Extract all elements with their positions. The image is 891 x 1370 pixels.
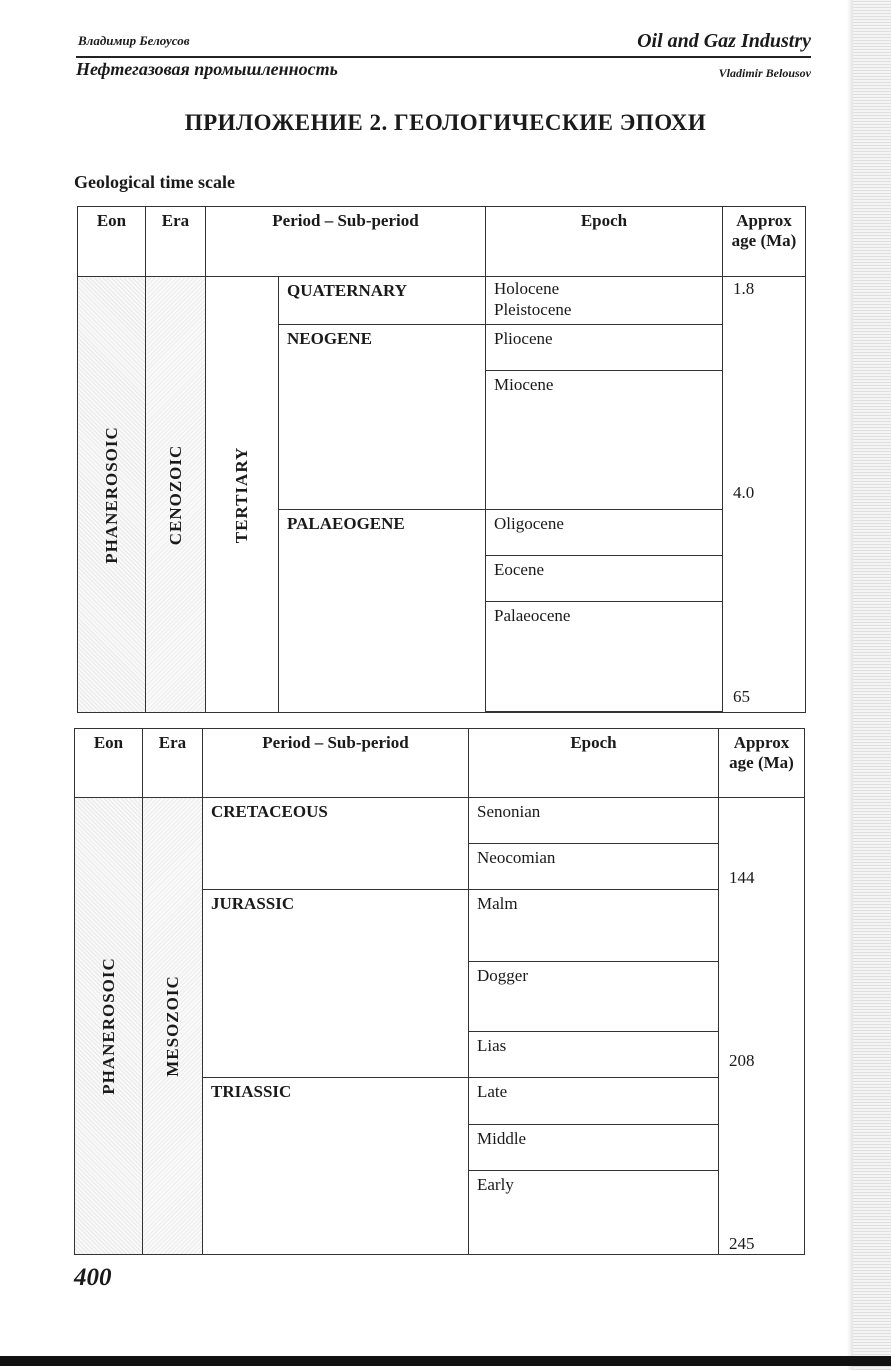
period-cell bbox=[206, 277, 279, 713]
col-header-period: Period – Sub-period bbox=[203, 729, 469, 798]
header-author-ru: Владимир Белоусов bbox=[78, 33, 190, 48]
header-title-en: Oil and Gaz Industry bbox=[637, 30, 811, 52]
col-header-age: Approx age (Ma) bbox=[719, 729, 805, 798]
period-triassic: TRIASSIC bbox=[203, 1078, 469, 1255]
spacer bbox=[486, 712, 723, 713]
page-number: 400 bbox=[74, 1264, 112, 1291]
header-title-ru: Нефтегазовая промышленность bbox=[76, 59, 338, 79]
eon-label: PHANEROSOIC bbox=[101, 425, 121, 564]
eon-label: PHANEROSOIC bbox=[98, 957, 118, 1095]
age-value: 208 bbox=[729, 1051, 755, 1070]
col-header-era: Era bbox=[146, 207, 206, 277]
col-header-epoch: Epoch bbox=[486, 207, 723, 277]
epoch-eocene: Eocene bbox=[486, 556, 723, 602]
age-value: 144 bbox=[729, 868, 755, 887]
era-label: MESOZOIC bbox=[162, 975, 182, 1077]
subtitle: Geological time scale bbox=[74, 172, 235, 192]
header-rule bbox=[76, 56, 811, 58]
epoch-holocene: Holocene bbox=[494, 279, 560, 298]
col-header-age: Approx age (Ma) bbox=[723, 207, 806, 277]
epoch-oligocene: Oligocene bbox=[486, 510, 723, 556]
scan-bottom-edge bbox=[0, 1356, 891, 1366]
scan-edge-shadow bbox=[853, 0, 891, 1370]
eon-cell bbox=[75, 798, 143, 1255]
eon-cell bbox=[78, 277, 146, 713]
epoch-early: Early bbox=[469, 1171, 719, 1255]
era-label: CENOZOIC bbox=[165, 444, 185, 545]
col-header-epoch: Epoch bbox=[469, 729, 719, 798]
period-cretaceous: CRETACEOUS bbox=[203, 798, 469, 890]
header-author-en: Vladimir Belousov bbox=[718, 66, 811, 80]
epoch-middle: Middle bbox=[469, 1125, 719, 1171]
subperiod-palaeogene: PALAEOGENE bbox=[279, 510, 486, 713]
age-cell bbox=[719, 798, 805, 1255]
epoch-pleistocene: Pleistocene bbox=[494, 300, 572, 319]
age-value: 245 bbox=[729, 1234, 755, 1253]
page-title: ПРИЛОЖЕНИЕ 2. ГЕОЛОГИЧЕСКИЕ ЭПОХИ bbox=[184, 110, 707, 135]
era-cell bbox=[143, 798, 203, 1255]
epoch-pliocene: Pliocene bbox=[486, 325, 723, 371]
table-mesozoic bbox=[74, 728, 805, 1255]
age-value: 4.0 bbox=[733, 483, 755, 502]
epoch-lias: Lias bbox=[469, 1032, 719, 1078]
epoch-cell-quaternary bbox=[486, 277, 723, 325]
era-cell bbox=[146, 277, 206, 713]
period-jurassic: JURASSIC bbox=[203, 890, 469, 1078]
epoch-palaeocene: Palaeocene bbox=[486, 602, 723, 712]
subperiod-neogene: NEOGENE bbox=[279, 325, 486, 510]
table-cenozoic bbox=[77, 206, 806, 713]
period-label: TERTIARY bbox=[232, 446, 251, 543]
subperiod-quaternary: QUATERNARY bbox=[279, 277, 486, 325]
epoch-miocene: Miocene bbox=[486, 371, 723, 510]
epoch-neocomian: Neocomian bbox=[469, 844, 719, 890]
age-value: 1.8 bbox=[733, 279, 755, 298]
col-header-eon: Eon bbox=[75, 729, 143, 798]
col-header-era: Era bbox=[143, 729, 203, 798]
epoch-dogger: Dogger bbox=[469, 962, 719, 1032]
col-header-eon: Eon bbox=[78, 207, 146, 277]
age-value: 65 bbox=[733, 687, 750, 706]
age-cell bbox=[723, 277, 806, 713]
epoch-malm: Malm bbox=[469, 890, 719, 962]
col-header-period: Period – Sub-period bbox=[206, 207, 486, 277]
epoch-late: Late bbox=[469, 1078, 719, 1125]
epoch-senonian: Senonian bbox=[469, 798, 719, 844]
